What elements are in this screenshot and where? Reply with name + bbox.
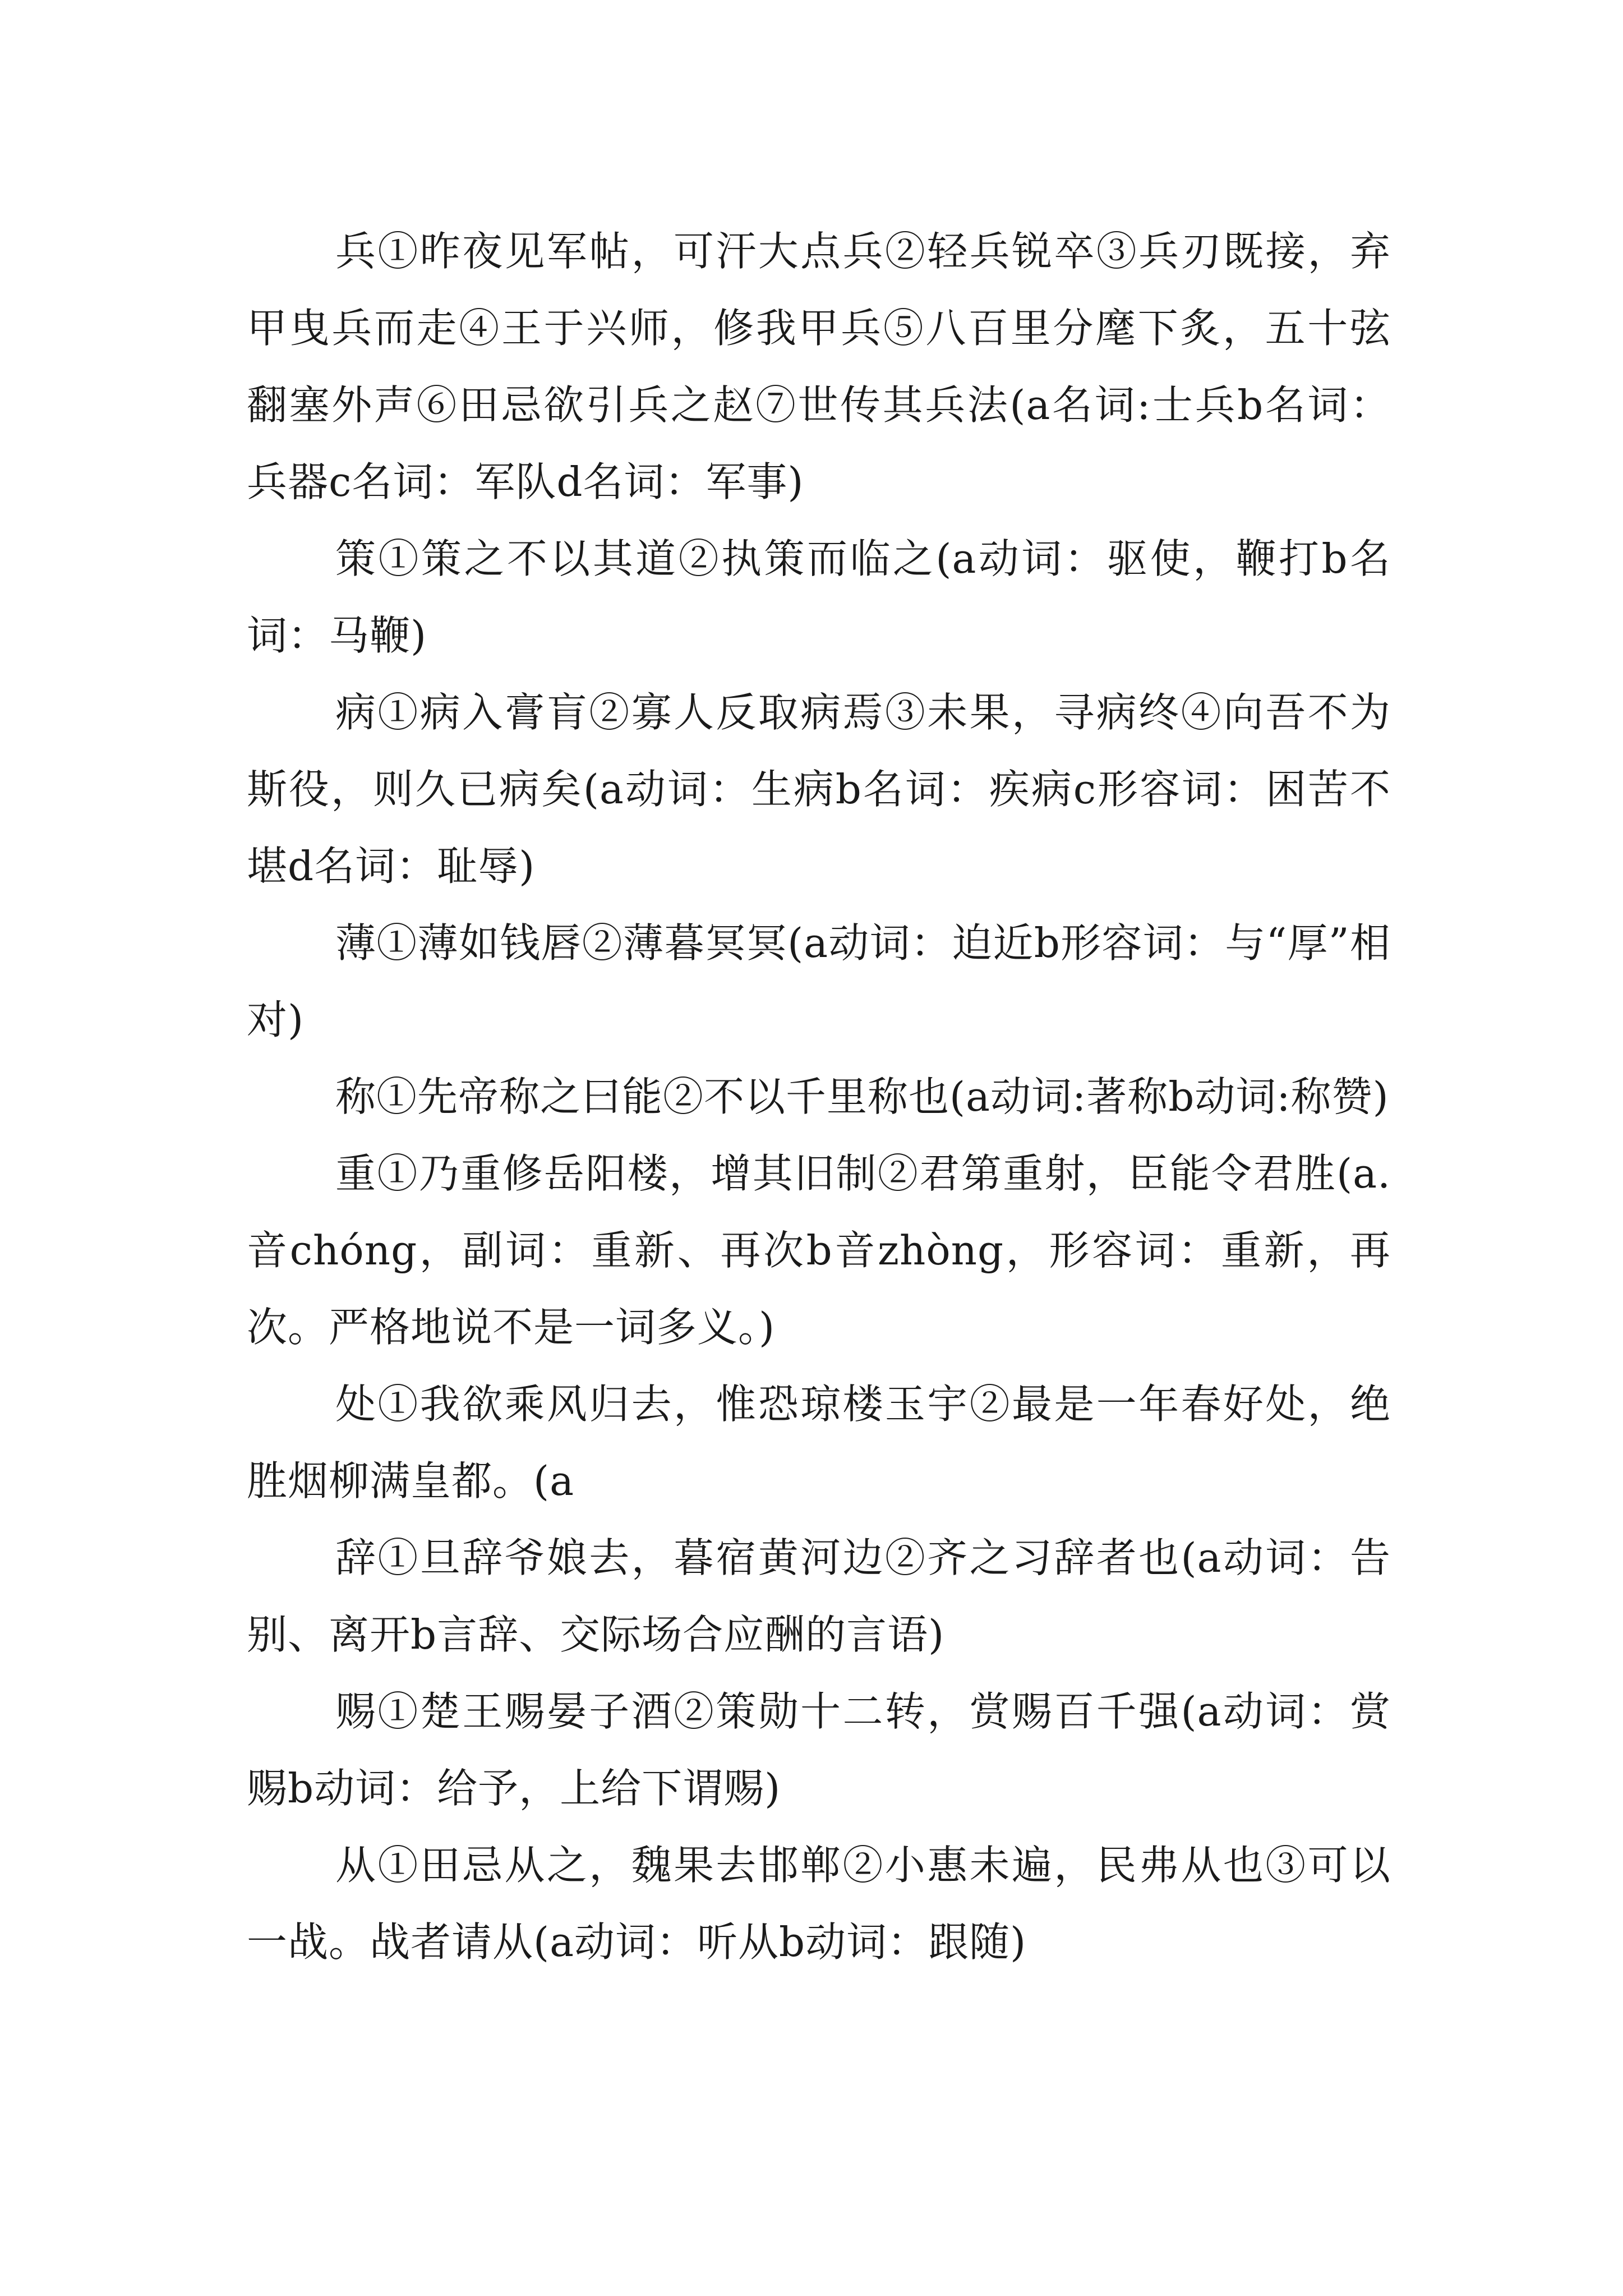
document-page (247, 213, 1391, 1981)
entry-chong: 重①乃重修岳阳楼，增其旧制②君第重射，臣能令君胜(a.音chóng，副词：重新、再次b音zhòng，形容词：重新，再次。严格地说不是一词多义。) (247, 1150, 1391, 1351)
entry-bo: 薄①薄如钱唇②薄暮冥冥(a动词：迫近b形容词：与“厚”相对) (247, 919, 1391, 1043)
entry-ce: 策①策之不以其道②执策而临之(a动词：驱使，鞭打b名词：马鞭) (247, 535, 1391, 659)
entry-chu: 处①我欲乘风归去，惟恐琼楼玉宇②最是一年春好处，绝胜烟柳满皇都。(a (247, 1381, 1391, 1504)
entry-bing: 兵①昨夜见军帖，可汗大点兵②轻兵锐卒③兵刃既接，弃甲曳兵而走④王于兴师，修我甲兵⑤八百里分麾下炙，五十弦翻塞外声⑥田忌欲引兵之赵⑦世传其兵法(a名词:士兵b名词：兵器c名词：军队d名词：军事) (247, 228, 1391, 505)
entry-ci-bestow: 赐①楚王赐晏子酒②策勋十二转，赏赐百千强(a动词：赏赐b动词：给予，上给下谓赐) (247, 1688, 1391, 1812)
entry-cong: 从①田忌从之，魏果去邯郸②小惠未遍，民弗从也③可以一战。战者请从(a动词：听从b动词：跟随) (247, 1842, 1391, 1966)
entry-cheng: 称①先帝称之曰能②不以千里称也(a动词:著称b动词:称赞) (335, 1073, 1389, 1120)
entry-ci: 辞①旦辞爷娘去，暮宿黄河边②齐之习辞者也(a动词：告别、离开b言辞、交际场合应酬的言语) (247, 1534, 1391, 1658)
entry-bing-illness: 病①病入膏肓②寡人反取病焉③未果，寻病终④向吾不为斯役，则久已病矣(a动词：生病b名词：疾病c形容词：困苦不堪d名词：耻辱) (247, 689, 1391, 890)
